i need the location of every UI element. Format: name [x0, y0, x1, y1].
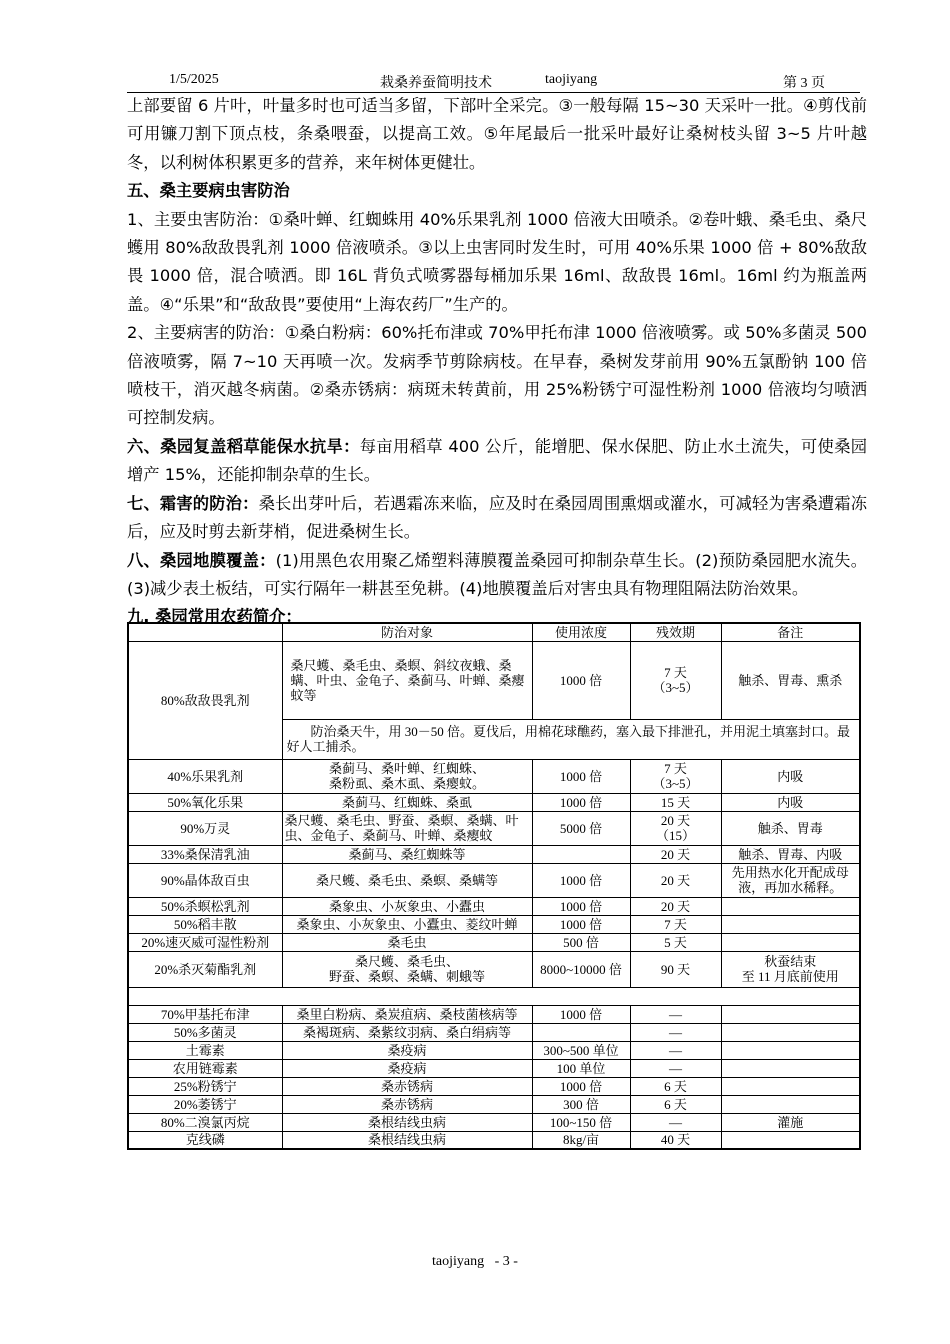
table-row — [128, 811, 860, 845]
pesticide-name: 农用链霉素 — [128, 1059, 282, 1077]
table-row — [128, 1041, 860, 1059]
note: 内吸 — [721, 793, 860, 811]
pesticide-name: 50%稻丰散 — [128, 915, 282, 933]
residual-period: — — [630, 1023, 721, 1041]
header-page: 第 3 页 — [783, 76, 825, 91]
pesticide-name: 克线磷 — [128, 1131, 282, 1149]
residual-period: — — [630, 1113, 721, 1131]
target: 桑赤锈病 — [282, 1095, 532, 1113]
pesticide-name: 80%二溴氯丙烷 — [128, 1113, 282, 1131]
target: 桑象虫、小灰象虫、小蠹虫 — [282, 897, 532, 915]
concentration: 100 单位 — [532, 1059, 630, 1077]
pesticide-name: 90%万灵 — [128, 811, 282, 845]
header-author: taojiyang — [545, 72, 598, 87]
pesticide-name: 20%速灭威可湿性粉剂 — [128, 933, 282, 951]
table-row — [128, 1095, 860, 1113]
concentration — [532, 845, 630, 863]
section-6 — [127, 433, 867, 490]
concentration: 1000 倍 — [532, 1077, 630, 1095]
document-body — [127, 92, 867, 632]
note — [721, 1059, 860, 1077]
pesticide-name: 20%杀灭菊酯乳剂 — [128, 951, 282, 987]
target: 桑赤锈病 — [282, 1077, 532, 1095]
extra-note-text: 防治桑天牛，用 30－50 倍。夏伐后，用棉花球醮药，塞入最下排泄孔，并用泥土填塞封口。最好人工捕杀。 — [286, 724, 851, 754]
target: 桑蓟马、桑红蜘蛛等 — [282, 845, 532, 863]
target-line: 桑蓟马、桑叶蝉、红蜘蛛、 — [328, 761, 485, 776]
note — [721, 933, 860, 951]
section-7-heading: 七、霜害的防治： — [127, 493, 259, 513]
table-row — [128, 1131, 860, 1149]
pesticide-name: 50%氧化乐果 — [128, 793, 282, 811]
pesticide-name: 土霉素 — [128, 1041, 282, 1059]
table-row — [128, 845, 860, 863]
concentration: 5000 倍 — [532, 811, 630, 845]
table-row — [128, 1059, 860, 1077]
target: 桑根结线虫病 — [282, 1113, 532, 1131]
target: 桑象虫、小灰象虫、小蠹虫、菱纹叶蝉 — [282, 915, 532, 933]
pesticide-name: 50%多菌灵 — [128, 1023, 282, 1041]
table-row — [128, 1005, 860, 1023]
page-footer — [0, 1254, 950, 1270]
separator-cell — [128, 987, 860, 1005]
residual-period: 5 天 — [630, 933, 721, 951]
section-6-heading: 六、桑园复盖稻草能保水抗旱： — [127, 436, 360, 456]
section-8-text: (1)用黑色农用聚乙烯塑料薄膜覆盖桑园可抑制杂草生长。(2)预防桑园肥水流失。(3)减少表土板结，可实行隔年一耕甚至免耕。(4)地膜覆盖后对害虫具有物理阻隔法防治效果。 — [127, 550, 867, 598]
target: 桑根结线虫病 — [282, 1131, 532, 1149]
note: 触杀、胃毒、熏杀 — [721, 641, 860, 719]
concentration: 8000~10000 倍 — [532, 951, 630, 987]
footer-author: taojiyang — [432, 1254, 485, 1269]
paragraph-harvest: 上部要留 6 片叶，叶量多时也可适当多留，下部叶全采完。③一般每隔 15~30 天采叶一批。④剪伐前可用镰刀割下顶点枝，条桑喂蚕，以提高工效。⑤年尾最后一批采叶最好让桑树枝头留 3~5 片叶越冬，以利树体积累更多的营养，来年树体更健壮。 — [127, 96, 867, 172]
pesticide-name: 25%粉锈宁 — [128, 1077, 282, 1095]
days-range: （15） — [655, 828, 695, 843]
page-header — [127, 70, 860, 93]
paragraph-pest-control: 1、主要虫害防治：①桑叶蝉、红蜘蛛用 40%乐果乳剂 1000 倍液大田喷杀。②卷叶蛾、桑毛虫、桑尺蠖用 80%敌敌畏乳剂 1000 倍液喷杀。③以上虫害同时发生时，可用 40%乐果 1000 倍 + 80%敌敌畏 1000 倍，混合喷洒。即 16L 背负式喷雾器每桶加乐果 16ml、敌敌畏 16ml。16ml 约为瓶盖两盖。④“乐果”和“敌敌畏”要使用“上海农药厂”生产的。 — [127, 209, 867, 314]
table-separator-row — [128, 987, 860, 1005]
concentration: 1000 倍 — [532, 793, 630, 811]
note — [721, 1077, 860, 1095]
note: 灌施 — [721, 1113, 860, 1131]
concentration: 1000 倍 — [532, 1005, 630, 1023]
days: 7 天 — [664, 761, 687, 776]
target: 桑尺蠖、桑毛虫、野蚕、桑螟、桑螨、叶虫、金龟子、桑蓟马、叶蝉、桑瘿蚊 — [282, 811, 532, 845]
days-range: （3~5） — [652, 776, 699, 791]
target: 桑毛虫 — [282, 933, 532, 951]
note — [721, 897, 860, 915]
pesticide-name: 70%甲基托布津 — [128, 1005, 282, 1023]
target: 桑尺蠖、桑毛虫、桑螟、斜纹夜蛾、桑螨、叶虫、金龟子、桑蓟马、叶蝉、桑瘿蚊等 — [282, 641, 532, 719]
note: 触杀、胃毒、内吸 — [721, 845, 860, 863]
pesticide-name: 20%萎锈宁 — [128, 1095, 282, 1113]
concentration: 1000 倍 — [532, 641, 630, 719]
concentration: 1000 倍 — [532, 863, 630, 897]
residual-period — [630, 641, 721, 719]
target: 桑褐斑病、桑紫纹羽病、桑白绢病等 — [282, 1023, 532, 1041]
days: 20 天 — [660, 813, 691, 828]
section-8-heading: 八、桑园地膜覆盖： — [127, 550, 276, 570]
residual-period: — — [630, 1041, 721, 1059]
target: 桑疫病 — [282, 1059, 532, 1077]
footer-page-number: - 3 - — [494, 1254, 518, 1269]
concentration — [532, 1023, 630, 1041]
pesticide-name: 50%杀螟松乳剂 — [128, 897, 282, 915]
table-row — [128, 1113, 860, 1131]
note — [721, 1005, 860, 1023]
residual-period: — — [630, 1005, 721, 1023]
table-row — [128, 897, 860, 915]
note: 先用热水化开配成母液，再加水稀释。 — [721, 863, 860, 897]
concentration: 300 倍 — [532, 1095, 630, 1113]
target: 桑疫病 — [282, 1041, 532, 1059]
pesticide-name: 90%晶体敌百虫 — [128, 863, 282, 897]
table-row — [128, 641, 860, 719]
header-cell: 使用浓度 — [532, 623, 630, 641]
section-6-text: 每亩用稻草 400 公斤，能增肥、保水保肥、防止水土流失，可使桑园增产 15%，还能抑制杂草的生长。 — [127, 436, 867, 485]
target-line: 野蚕、桑螟、桑螨、刺蛾等 — [328, 969, 485, 984]
pesticide-name: 33%桑保清乳油 — [128, 845, 282, 863]
paragraph-disease-control: 2、主要病害的防治：①桑白粉病：60%托布津或 70%甲托布津 1000 倍液喷雾。或 50%多菌灵 500 倍液喷雾，隔 7~10 天再喷一次。发病季节剪除病枝。在早春，桑树发芽前用 90%五氯酚钠 100 倍喷枝干，消灭越冬病菌。②桑赤锈病：病斑未转黄前，用 25%粉锈宁可湿性粉剂 1000 倍液均匀喷洒可控制发病。 — [127, 323, 867, 428]
note-line: 至 11 月底前使用 — [741, 969, 839, 984]
residual-period: 90 天 — [630, 951, 721, 987]
note-line: 秋蚕结束 — [764, 954, 817, 969]
pesticide-name: 80%敌敌畏乳剂 — [128, 641, 282, 759]
residual-period: 20 天 — [630, 845, 721, 863]
concentration: 1000 倍 — [532, 759, 630, 793]
residual-period: 15 天 — [630, 793, 721, 811]
header-cell — [128, 623, 282, 641]
table-row — [128, 951, 860, 987]
target: 桑蓟马、红蜘蛛、桑虱 — [282, 793, 532, 811]
concentration: 300~500 单位 — [532, 1041, 630, 1059]
note — [721, 1131, 860, 1149]
section-8 — [127, 547, 867, 604]
note — [721, 1023, 860, 1041]
note: 内吸 — [721, 759, 860, 793]
residual-period: 6 天 — [630, 1077, 721, 1095]
concentration: 1000 倍 — [532, 915, 630, 933]
target: 桑里白粉病、桑炭疽病、桑枝菌核病等 — [282, 1005, 532, 1023]
note — [721, 915, 860, 933]
table-row — [128, 793, 860, 811]
table-row — [128, 1077, 860, 1095]
table-row — [128, 915, 860, 933]
extra-note — [282, 719, 860, 759]
target: 桑尺蠖、桑毛虫、桑螟、桑螨等 — [282, 863, 532, 897]
concentration: 100~150 倍 — [532, 1113, 630, 1131]
target-line: 桑尺蠖、桑毛虫、 — [354, 954, 459, 969]
residual-period — [630, 811, 721, 845]
residual-period: — — [630, 1059, 721, 1077]
table-header-row — [128, 623, 860, 641]
table-row — [128, 1023, 860, 1041]
days: 7 天 — [664, 665, 687, 680]
note — [721, 951, 860, 987]
concentration: 8kg/亩 — [532, 1131, 630, 1149]
header-title: 栽桑养蚕简明技术 — [380, 76, 492, 91]
pesticide-name: 40%乐果乳剂 — [128, 759, 282, 793]
section-9-heading: 九. 桑园常用农药简介： — [127, 607, 302, 627]
residual-period: 20 天 — [630, 897, 721, 915]
target-line: 桑粉虱、桑木虱、桑瘿蚊。 — [328, 776, 485, 791]
section-7-text: 桑长出芽叶后，若遇霜冻来临，应及时在桑园周围熏烟或灌水，可减轻为害桑遭霜冻后，应及时剪去新芽梢，促进桑树生长。 — [127, 493, 867, 542]
table-row — [128, 759, 860, 793]
header-date: 1/5/2025 — [169, 72, 219, 87]
header-cell: 防治对象 — [282, 623, 532, 641]
section-5-heading: 五、桑主要病虫害防治 — [127, 181, 290, 201]
days-range: （3~5） — [652, 680, 699, 695]
residual-period — [630, 759, 721, 793]
table-row — [128, 933, 860, 951]
header-cell: 残效期 — [630, 623, 721, 641]
concentration: 1000 倍 — [532, 897, 630, 915]
section-7 — [127, 490, 867, 547]
note — [721, 1095, 860, 1113]
target — [282, 759, 532, 793]
table-row — [128, 863, 860, 897]
note — [721, 1041, 860, 1059]
concentration: 500 倍 — [532, 933, 630, 951]
header-cell: 备注 — [721, 623, 860, 641]
residual-period: 20 天 — [630, 863, 721, 897]
note: 触杀、胃毒 — [721, 811, 860, 845]
residual-period: 40 天 — [630, 1131, 721, 1149]
residual-period: 6 天 — [630, 1095, 721, 1113]
target — [282, 951, 532, 987]
pesticide-table — [127, 622, 861, 1150]
residual-period: 7 天 — [630, 915, 721, 933]
